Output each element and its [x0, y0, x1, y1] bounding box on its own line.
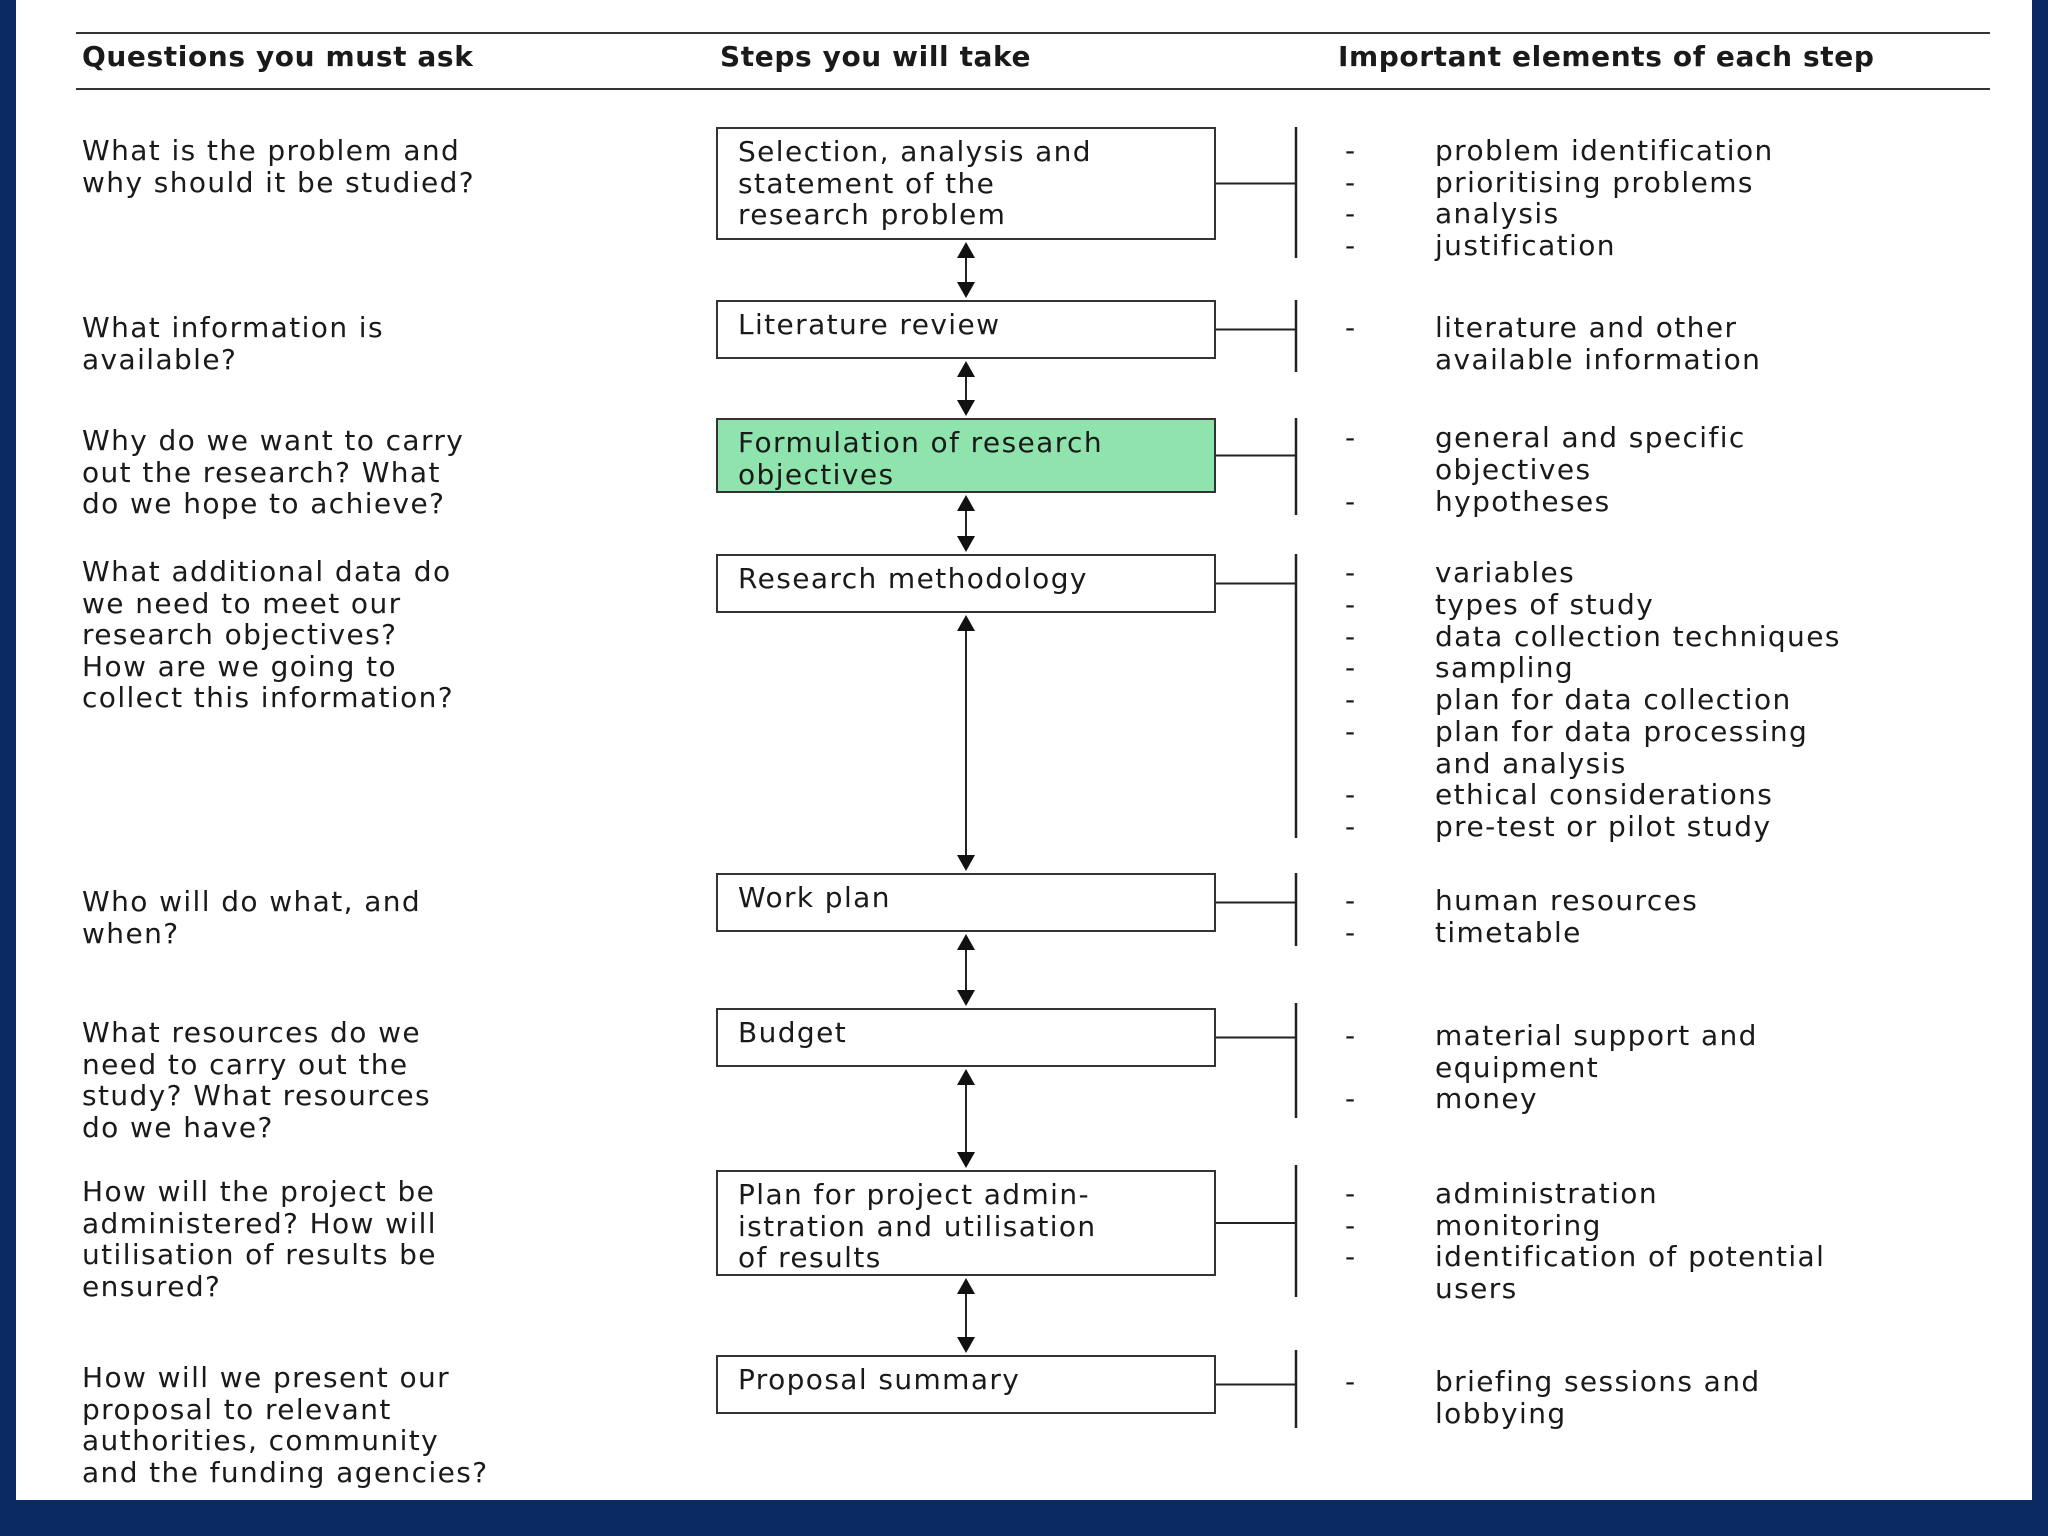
question-4 — [82, 556, 454, 714]
step-label-line: statement of the — [738, 166, 996, 200]
element-text-line: variables — [1435, 556, 1576, 589]
element-text — [1435, 312, 1761, 375]
question-line: What information is — [82, 311, 384, 344]
element-text — [1435, 589, 1654, 621]
element-text — [1435, 779, 1773, 811]
element-text-line: objectives — [1435, 452, 1592, 486]
element-text — [1435, 135, 1774, 167]
element-text-line: sampling — [1435, 651, 1575, 684]
element-text-line: material support and — [1435, 1019, 1758, 1052]
step-box-7 — [716, 1170, 1216, 1276]
element-text-line: general and specific — [1435, 421, 1746, 454]
element-text — [1435, 1210, 1602, 1242]
question-line: when? — [82, 916, 180, 950]
question-6 — [82, 1017, 431, 1143]
step-label-line: Work plan — [738, 881, 891, 914]
question-line: out the research? What — [82, 455, 441, 489]
step-label-line: of results — [738, 1241, 882, 1274]
question-line: collect this information? — [82, 681, 455, 714]
element-text-line: administration — [1435, 1177, 1658, 1210]
step-label-line: Selection, analysis and — [738, 135, 1092, 168]
element-text — [1435, 167, 1754, 199]
element-text-line: data collection techniques — [1435, 620, 1841, 653]
step-box-8 — [716, 1355, 1216, 1414]
element-text-line: identification of potential — [1435, 1240, 1826, 1273]
element-text-line: equipment — [1435, 1050, 1600, 1084]
question-line: What additional data do — [82, 555, 452, 588]
question-line: research objectives? — [82, 618, 398, 651]
element-text-line: timetable — [1435, 916, 1582, 949]
element-dash: - — [1345, 683, 1357, 716]
question-line: ensured? — [82, 1269, 222, 1303]
element-text-line: briefing sessions and — [1435, 1365, 1761, 1398]
step-label-line: Literature review — [738, 308, 1001, 341]
question-line: How will the project be — [82, 1175, 436, 1208]
question-line: do we hope to achieve? — [82, 487, 446, 520]
question-line: need to carry out the — [82, 1047, 409, 1081]
element-dash: - — [1345, 651, 1357, 684]
element-text-line: prioritising problems — [1435, 166, 1754, 199]
step-label-line: istration and utilisation — [738, 1209, 1097, 1243]
question-line: Why do we want to carry — [82, 424, 465, 457]
element-text — [1435, 716, 1808, 779]
question-5 — [82, 886, 421, 949]
element-text-line: types of study — [1435, 588, 1655, 621]
element-text — [1435, 917, 1582, 949]
element-dash: - — [1345, 229, 1357, 262]
element-text — [1435, 486, 1611, 518]
question-line: What is the problem and — [82, 134, 461, 167]
question-1 — [82, 135, 475, 198]
element-dash: - — [1345, 485, 1357, 518]
element-text-line: pre-test or pilot study — [1435, 810, 1772, 843]
question-line: why should it be studied? — [82, 165, 476, 199]
question-line: authorities, community — [82, 1424, 440, 1457]
step-label-line: Budget — [738, 1016, 848, 1049]
element-text-line: money — [1435, 1082, 1538, 1115]
element-text-line: available information — [1435, 342, 1762, 376]
element-text — [1435, 1020, 1758, 1083]
question-3 — [82, 425, 464, 520]
element-text — [1435, 1178, 1658, 1210]
header-elements: Important elements of each step — [1338, 40, 1875, 73]
element-dash: - — [1345, 1082, 1357, 1115]
step-box-5 — [716, 873, 1216, 932]
step-box-2 — [716, 300, 1216, 359]
element-text-line: lobbying — [1435, 1396, 1567, 1430]
element-text — [1435, 1083, 1538, 1115]
step-label-line: Proposal summary — [738, 1363, 1021, 1396]
element-dash: - — [1345, 1240, 1357, 1273]
element-text-line: human resources — [1435, 884, 1699, 917]
element-dash: - — [1345, 311, 1357, 344]
question-2 — [82, 312, 384, 375]
step-label-line: objectives — [738, 457, 895, 491]
question-line: What resources do we — [82, 1016, 421, 1049]
element-dash: - — [1345, 884, 1357, 917]
element-text — [1435, 811, 1771, 843]
element-dash: - — [1345, 197, 1357, 230]
element-text-line: and analysis — [1435, 746, 1627, 780]
step-box-4 — [716, 554, 1216, 613]
question-line: proposal to relevant — [82, 1392, 392, 1426]
element-dash: - — [1345, 715, 1357, 748]
element-dash: - — [1345, 1177, 1357, 1210]
question-line: How are we going to — [82, 649, 398, 683]
element-text-line: ethical considerations — [1435, 778, 1774, 811]
element-text-line: literature and other — [1435, 311, 1738, 344]
question-line: and the funding agencies? — [82, 1455, 489, 1489]
element-text-line: problem identification — [1435, 134, 1774, 167]
step-label-line: research problem — [738, 198, 1007, 231]
header-steps: Steps you will take — [720, 40, 1032, 73]
element-text — [1435, 621, 1841, 653]
element-text-line: users — [1435, 1271, 1518, 1305]
step-box-3 — [716, 418, 1216, 493]
step-label-line: Plan for project admin- — [738, 1178, 1090, 1211]
element-text-line: justification — [1435, 229, 1616, 262]
step-label-line: Formulation of research — [738, 426, 1103, 459]
element-dash: - — [1345, 588, 1357, 621]
question-line: study? What resources — [82, 1079, 431, 1112]
element-dash: - — [1345, 421, 1357, 454]
element-dash: - — [1345, 556, 1357, 589]
element-dash: - — [1345, 810, 1357, 843]
element-dash: - — [1345, 1209, 1357, 1242]
question-7 — [82, 1176, 437, 1302]
step-box-1 — [716, 127, 1216, 240]
element-text-line: monitoring — [1435, 1209, 1602, 1242]
question-line: How will we present our — [82, 1361, 451, 1394]
element-text — [1435, 652, 1574, 684]
question-line: do we have? — [82, 1110, 274, 1144]
element-text — [1435, 230, 1616, 262]
question-line: administered? How will — [82, 1206, 437, 1240]
step-label-line: Research methodology — [738, 562, 1088, 595]
header-questions: Questions you must ask — [82, 40, 474, 73]
element-dash: - — [1345, 620, 1357, 653]
element-dash: - — [1345, 778, 1357, 811]
element-dash: - — [1345, 134, 1357, 167]
element-dash: - — [1345, 916, 1357, 949]
element-text-line: hypotheses — [1435, 485, 1611, 518]
element-text-line: analysis — [1435, 197, 1560, 230]
element-text — [1435, 198, 1560, 230]
header-top-rule — [76, 32, 1990, 34]
element-text — [1435, 557, 1575, 589]
element-dash: - — [1345, 1365, 1357, 1398]
element-text — [1435, 1366, 1761, 1429]
question-8 — [82, 1362, 489, 1488]
element-text — [1435, 684, 1792, 716]
element-dash: - — [1345, 1019, 1357, 1052]
element-text — [1435, 1241, 1825, 1304]
question-line: utilisation of results be — [82, 1238, 437, 1271]
element-text — [1435, 422, 1746, 485]
question-line: available? — [82, 342, 238, 376]
element-text-line: plan for data collection — [1435, 683, 1792, 716]
element-dash: - — [1345, 166, 1357, 199]
step-box-6 — [716, 1008, 1216, 1067]
question-line: Who will do what, and — [82, 885, 422, 918]
header-bottom-rule — [76, 88, 1990, 90]
element-text-line: plan for data processing — [1435, 715, 1809, 748]
question-line: we need to meet our — [82, 586, 402, 620]
element-text — [1435, 885, 1698, 917]
